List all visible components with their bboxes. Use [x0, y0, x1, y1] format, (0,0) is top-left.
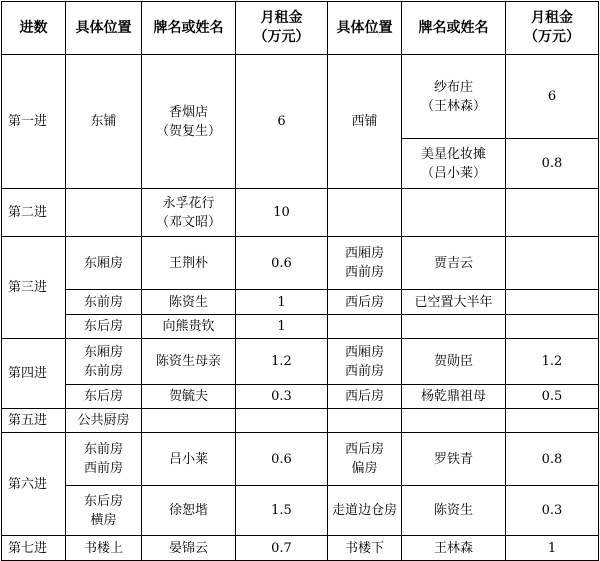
cell-text: 第五进 — [8, 413, 48, 428]
cell-text: 东后房 — [83, 389, 123, 404]
cell-text: 贺勋臣 — [433, 354, 473, 369]
table-cell — [506, 409, 599, 433]
table-cell — [236, 536, 328, 561]
cell-text: 西后房 — [344, 442, 384, 457]
table-row — [2, 339, 599, 385]
table-cell — [142, 536, 236, 561]
table-cell — [66, 290, 142, 315]
table-cell — [506, 385, 599, 409]
table-cell — [142, 409, 236, 433]
cell-text: （吕小莱） — [420, 165, 486, 181]
cell-text: 罗铁青 — [433, 451, 473, 467]
cell-text: 第二进 — [8, 205, 48, 220]
table-cell — [236, 315, 328, 339]
table-row — [2, 385, 599, 409]
cell-text: 纱布庄 — [433, 79, 473, 95]
cell-text: 陈资生 — [168, 294, 208, 310]
table-cell — [328, 486, 402, 536]
cell-text: 东前房 — [83, 442, 123, 457]
table-cell — [236, 55, 328, 189]
cell-text: 西后房 — [344, 389, 384, 404]
cell-text: 西前房 — [83, 461, 123, 476]
cell-text: 6 — [277, 114, 286, 129]
table-cell — [328, 385, 402, 409]
cell-text: 走道边仓房 — [331, 503, 397, 518]
cell-text: 美星化妆摊 — [420, 146, 486, 162]
table-cell — [402, 290, 506, 315]
table-cell — [506, 339, 599, 385]
header-text: 牌名或姓名 — [418, 19, 489, 36]
table-cell — [236, 237, 328, 290]
header-text: （万元） — [524, 29, 580, 45]
cell-text: 书楼上 — [83, 540, 123, 556]
table-cell — [402, 486, 506, 536]
table-row — [2, 315, 599, 339]
table-row — [2, 536, 599, 561]
table-cell — [328, 315, 402, 339]
cell-text: 西厢房 — [344, 246, 384, 261]
table-cell — [402, 189, 506, 237]
table-cell — [236, 189, 328, 237]
table-cell — [402, 339, 506, 385]
table-cell — [236, 486, 328, 536]
cell-text: 晏锦云 — [168, 540, 208, 556]
cell-text: 1 — [277, 294, 286, 310]
cell-text: 公共厨房 — [77, 413, 130, 428]
table-cell — [66, 486, 142, 536]
table-cell — [142, 339, 236, 385]
cell-text: 第四进 — [8, 366, 48, 381]
table-cell — [142, 290, 236, 315]
table-cell — [506, 290, 599, 315]
cell-text: 0.7 — [271, 540, 292, 556]
table-cell — [142, 433, 236, 486]
table-cell — [2, 189, 66, 237]
table-cell — [402, 409, 506, 433]
table-cell — [236, 290, 328, 315]
table-cell — [66, 237, 142, 290]
table-cell — [2, 409, 66, 433]
column-header — [236, 2, 328, 55]
cell-text: 1.2 — [541, 354, 563, 369]
cell-text: 第三进 — [8, 280, 48, 295]
table-cell — [328, 55, 402, 189]
table-cell — [328, 339, 402, 385]
column-header — [328, 2, 402, 55]
header-row — [2, 2, 599, 55]
cell-text: 东前房 — [83, 363, 123, 379]
table-row — [2, 433, 599, 486]
cell-text: 东厢房 — [83, 255, 123, 271]
table-cell — [142, 385, 236, 409]
cell-text: 1.2 — [271, 354, 292, 369]
cell-text: 东厢房 — [83, 344, 123, 360]
table-cell — [506, 433, 599, 486]
table-cell — [66, 433, 142, 486]
cell-text: 西前房 — [344, 363, 384, 379]
table-cell — [142, 486, 236, 536]
header-text: 月租金 — [531, 10, 573, 26]
table-cell — [236, 433, 328, 486]
cell-text: 永孚花行 — [162, 195, 215, 211]
cell-text: 0.6 — [271, 255, 292, 271]
cell-text: 1 — [277, 319, 286, 334]
table-cell — [66, 189, 142, 237]
table-cell — [402, 237, 506, 290]
table-cell — [142, 237, 236, 290]
cell-text: （王林森） — [420, 98, 486, 114]
cell-text: 0.3 — [271, 389, 292, 404]
table-cell — [66, 409, 142, 433]
table-cell — [402, 139, 506, 189]
table-cell — [328, 290, 402, 315]
table-cell — [142, 189, 236, 237]
cell-text: 第七进 — [8, 540, 48, 556]
header-text: 月租金 — [260, 10, 303, 26]
table-row — [2, 55, 599, 139]
table-cell — [402, 536, 506, 561]
cell-text: 1.5 — [271, 503, 292, 518]
cell-text: 书楼下 — [344, 540, 384, 556]
table-cell — [236, 339, 328, 385]
cell-text: 香烟店 — [168, 104, 208, 120]
cell-text: 1 — [547, 540, 557, 556]
cell-text: 已空置大半年 — [414, 294, 493, 310]
header-text: 具体位置 — [336, 19, 393, 36]
cell-text: 0.6 — [271, 451, 292, 467]
header-text: （万元） — [253, 29, 310, 45]
cell-text: 西厢房 — [344, 344, 384, 360]
table-row — [2, 237, 599, 290]
cell-text: 杨乾鼎祖母 — [420, 389, 486, 404]
table-cell — [506, 189, 599, 237]
cell-text: 王林森 — [433, 540, 473, 556]
cell-text: （贺复生） — [155, 123, 221, 139]
cell-text: 东后房 — [83, 319, 123, 334]
table-cell — [402, 385, 506, 409]
cell-text: 东前房 — [83, 294, 123, 310]
table-cell — [142, 55, 236, 189]
table-cell — [328, 409, 402, 433]
table-cell — [66, 55, 142, 189]
column-header — [66, 2, 142, 55]
cell-text: 10 — [273, 205, 290, 220]
table-cell — [402, 55, 506, 139]
table-row — [2, 189, 599, 237]
cell-text: 吕小莱 — [168, 451, 208, 467]
table-cell — [402, 433, 506, 486]
cell-text: 东铺 — [90, 114, 117, 129]
table-cell — [2, 536, 66, 561]
table-body — [2, 55, 599, 561]
column-header — [142, 2, 236, 55]
table-cell — [328, 433, 402, 486]
table-row — [2, 290, 599, 315]
table-cell — [2, 55, 66, 189]
table-cell — [236, 385, 328, 409]
table-cell — [506, 139, 599, 189]
column-header — [506, 2, 599, 55]
table-cell — [506, 315, 599, 339]
cell-text: 东后房 — [83, 493, 123, 509]
cell-text: 第六进 — [8, 476, 48, 492]
cell-text: 0.5 — [541, 389, 563, 404]
cell-text: 横房 — [90, 512, 117, 528]
table-row — [2, 486, 599, 536]
table-cell — [66, 385, 142, 409]
cell-text: 0.8 — [541, 451, 563, 467]
cell-text: 偏房 — [351, 461, 378, 476]
table-cell — [2, 237, 66, 339]
table-cell — [506, 237, 599, 290]
table-row — [2, 409, 599, 433]
cell-text: 6 — [547, 89, 557, 104]
table-cell — [66, 536, 142, 561]
table-cell — [2, 339, 66, 409]
cell-text: 西铺 — [351, 114, 378, 129]
table-cell — [2, 433, 66, 536]
table-cell — [66, 315, 142, 339]
cell-text: 西后房 — [344, 294, 384, 310]
cell-text: 陈资生母亲 — [155, 354, 221, 369]
table-cell — [328, 237, 402, 290]
table-cell — [236, 409, 328, 433]
cell-text: 第一进 — [8, 114, 48, 129]
cell-text: 0.3 — [541, 503, 563, 518]
table-cell — [506, 55, 599, 139]
column-header — [402, 2, 506, 55]
table-cell — [328, 536, 402, 561]
rent-table — [1, 1, 599, 561]
cell-text: 徐恕堦 — [168, 503, 208, 518]
cell-text: 贾吉云 — [433, 255, 473, 271]
header-text: 牌名或姓名 — [153, 19, 224, 36]
cell-text: 0.8 — [541, 156, 563, 171]
cell-text: 西前房 — [344, 265, 384, 280]
table-cell — [328, 189, 402, 237]
table-cell — [142, 315, 236, 339]
cell-text: 向熊贵钦 — [162, 319, 215, 334]
cell-text: 陈资生 — [433, 503, 473, 518]
header-text: 进数 — [19, 19, 48, 36]
table-cell — [506, 536, 599, 561]
cell-text: 王荆朴 — [168, 255, 208, 271]
cell-text: 贺毓夫 — [168, 389, 208, 404]
table-cell — [402, 315, 506, 339]
table-cell — [506, 486, 599, 536]
column-header — [2, 2, 66, 55]
header-text: 具体位置 — [75, 19, 132, 36]
table-cell — [66, 339, 142, 385]
cell-text: （邓文昭） — [155, 214, 221, 230]
